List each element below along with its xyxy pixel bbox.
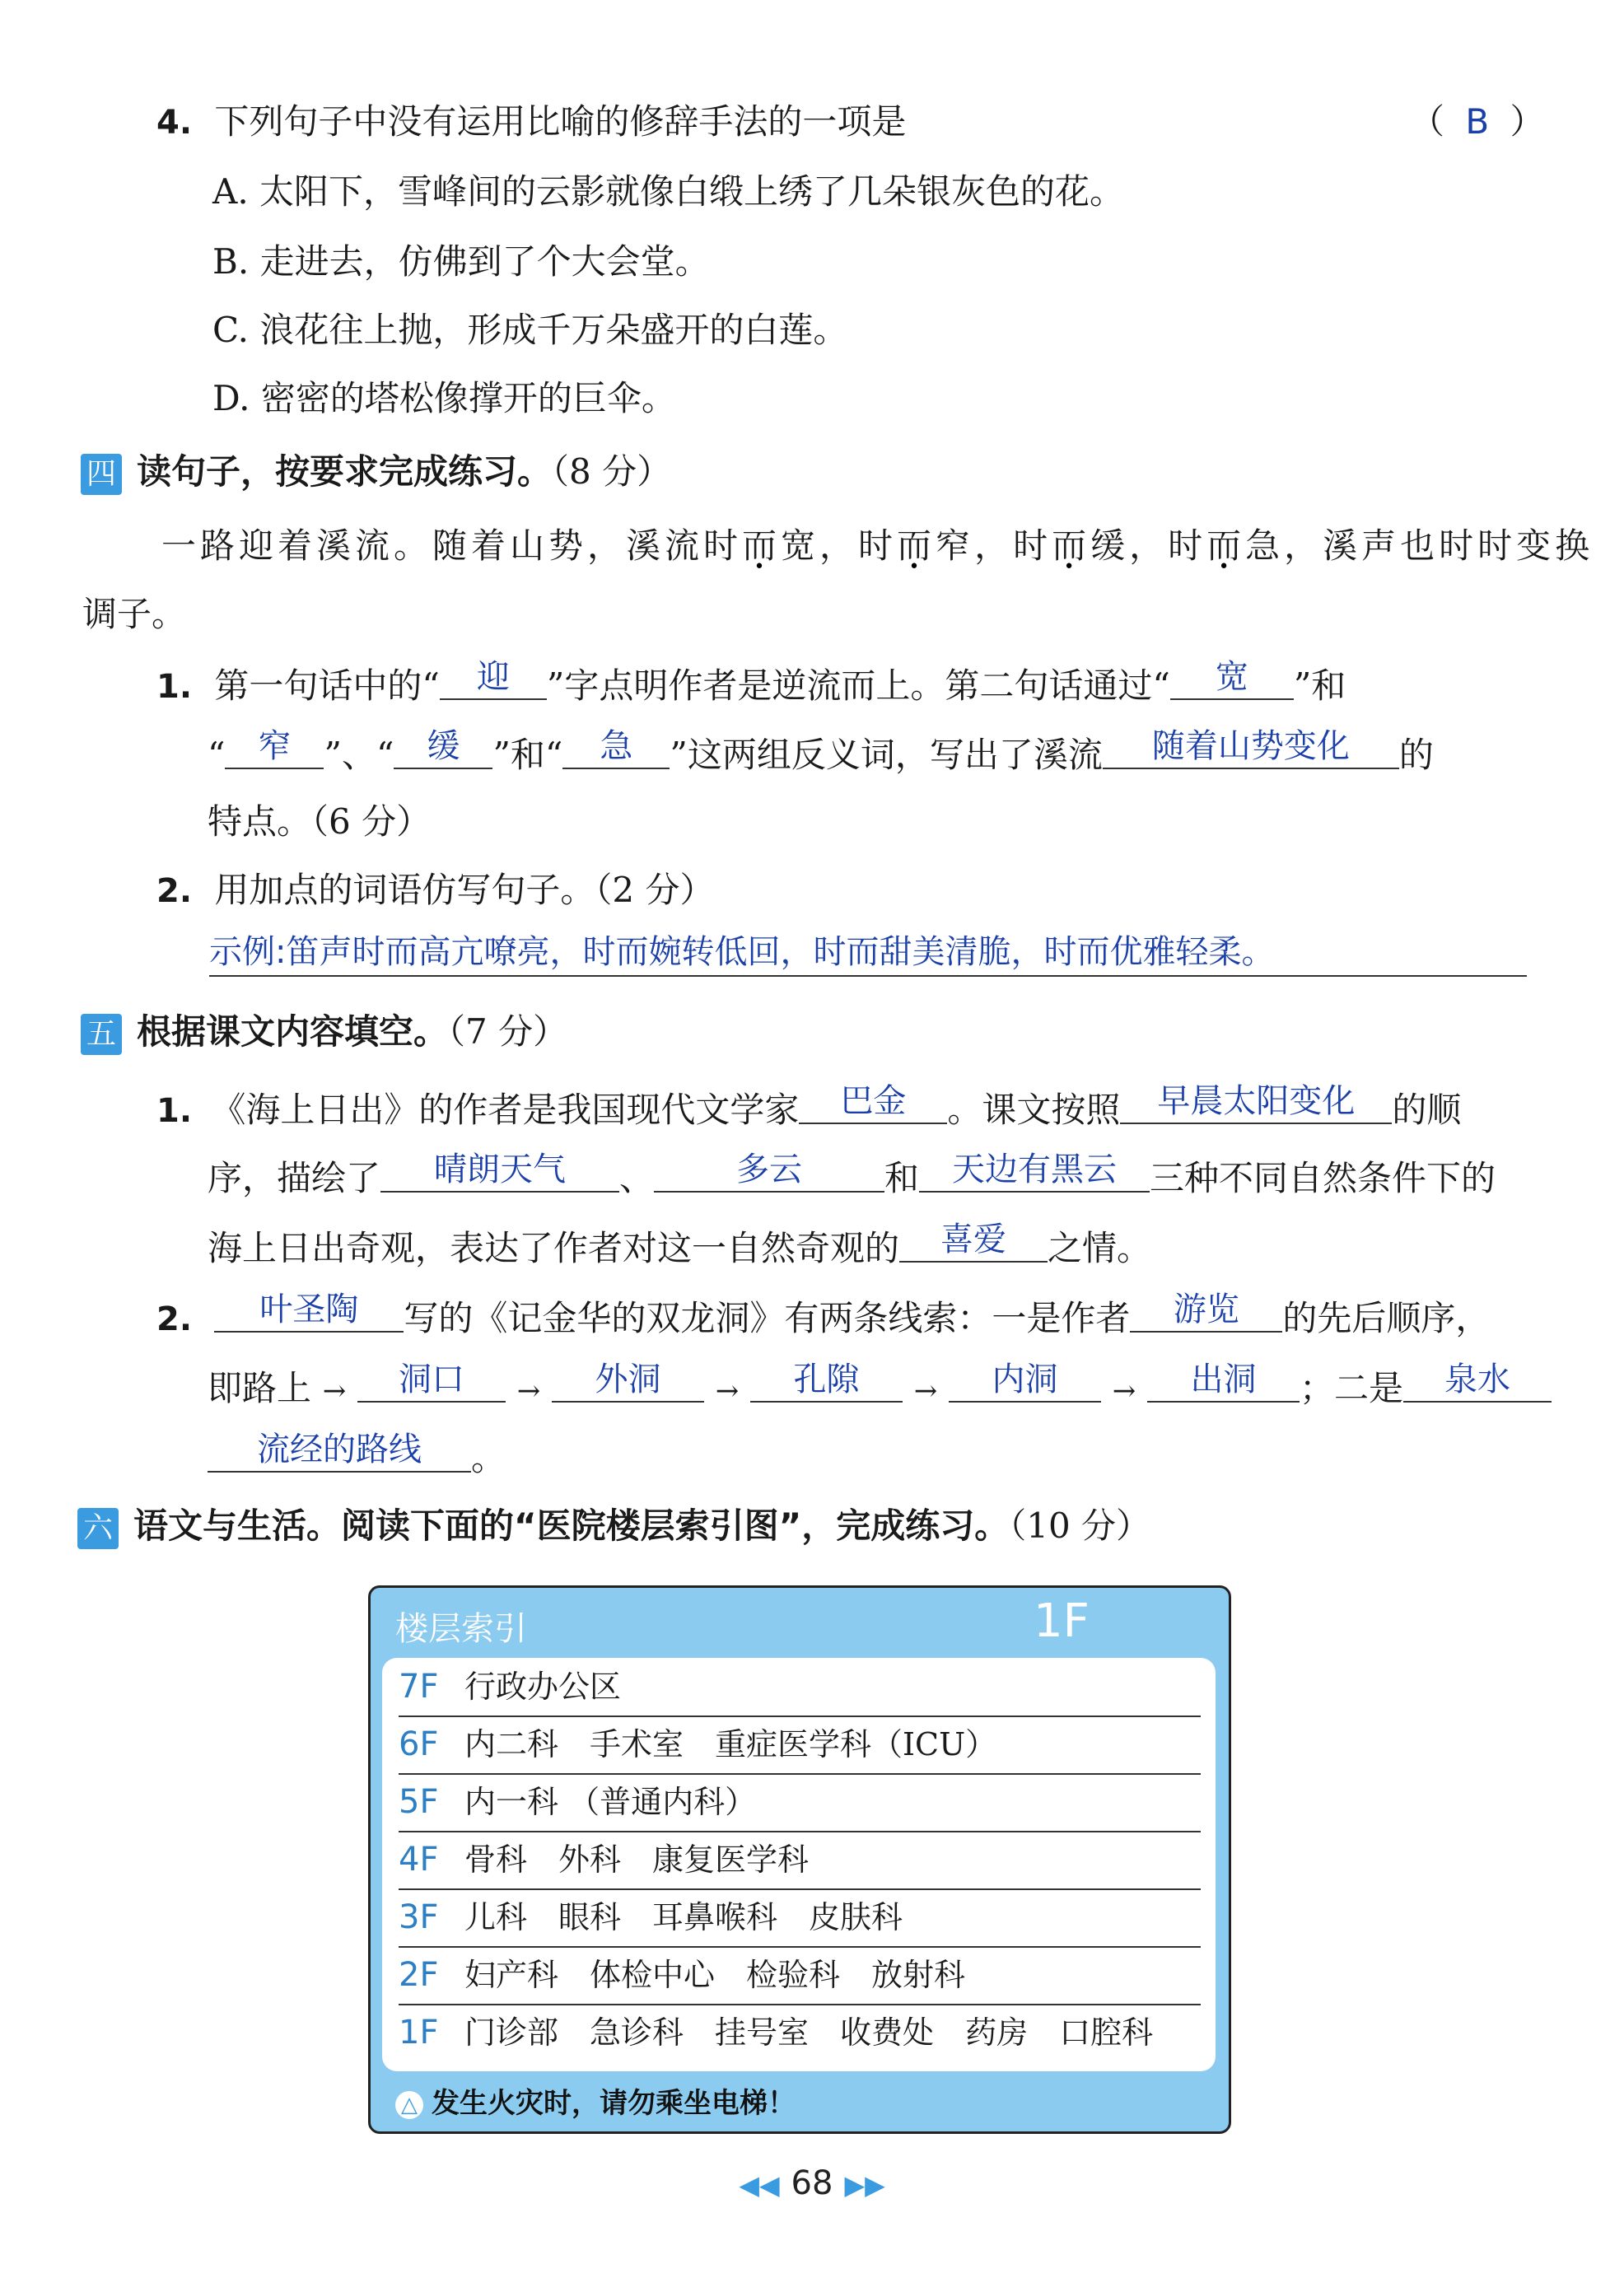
floor-label: 7F xyxy=(399,1668,439,1706)
next-page-icon[interactable]: ▶▶ xyxy=(844,2169,885,2201)
sec5-q2-line2 xyxy=(208,1363,1552,1414)
sec4-passage-line2: 调子。 xyxy=(82,594,187,634)
section-6-heading xyxy=(77,1503,1150,1549)
sec5-q1-line3 xyxy=(208,1223,1151,1272)
route-blank-3[interactable]: 孔隙 xyxy=(750,1358,903,1403)
floor-index-header xyxy=(371,1588,1229,1662)
department: 放射科 xyxy=(871,1957,966,1993)
sec5-q2-text: 的先后顺序， xyxy=(1282,1298,1491,1338)
answer-blank-ji[interactable]: 急 xyxy=(562,725,670,769)
q4-stem-line xyxy=(156,99,906,146)
floor-label: 5F xyxy=(399,1783,439,1821)
department: 内一科 （普通内科） xyxy=(464,1784,757,1820)
arrow-icon: → xyxy=(715,1375,740,1407)
department: 行政办公区 xyxy=(464,1669,622,1705)
current-floor: 1F xyxy=(1034,1594,1090,1648)
answer-blank-ying[interactable]: 迎 xyxy=(440,656,547,700)
passage-head: 一路迎着溪流。随着山势，溪流 xyxy=(161,525,704,566)
page-footer xyxy=(0,2164,1624,2202)
floor-label: 2F xyxy=(399,1956,439,1994)
department: 内二科 xyxy=(464,1726,559,1762)
route-blank-2[interactable]: 外洞 xyxy=(552,1358,704,1403)
sec5-q1-line1 xyxy=(156,1082,1462,1134)
q4-number: 4. xyxy=(156,104,193,142)
sec5-q1-text: 和 xyxy=(884,1158,920,1198)
section-4-badge: 四 xyxy=(81,454,122,495)
fire-warning xyxy=(395,2080,796,2121)
q4-option-b: B. 走进去，仿佛到了个大会堂。 xyxy=(212,241,710,282)
sec4-q1-line2 xyxy=(208,727,1434,778)
department: 皮肤科 xyxy=(809,1899,903,1935)
department: 门诊部 xyxy=(464,2014,559,2051)
section-6-badge: 六 xyxy=(77,1508,119,1549)
floor-label: 4F xyxy=(399,1841,439,1879)
answer-blank-author-2[interactable]: 叶圣陶 xyxy=(214,1288,404,1333)
dotted-word-4: 时而急 xyxy=(1168,525,1285,566)
department: 手术室 xyxy=(590,1726,684,1762)
arrow-icon: → xyxy=(516,1375,541,1407)
section-5-score: （7 分） xyxy=(448,1011,568,1052)
department: 急诊科 xyxy=(590,2014,684,2051)
answer-blank-weather-1[interactable]: 晴朗天气 xyxy=(380,1148,619,1193)
sec4-q1-text: ”和“ xyxy=(492,735,563,775)
sec5-q1-line2 xyxy=(208,1153,1496,1202)
department: 骨科 xyxy=(464,1842,528,1878)
floor-index-title: 楼层索引 xyxy=(395,1610,527,1648)
department: 儿科 xyxy=(464,1899,528,1935)
sec5-q2-number: 2. xyxy=(156,1300,193,1338)
page-number: 68 xyxy=(791,2164,833,2202)
sec5-q2-text: 即路上 xyxy=(208,1368,312,1408)
route-blank-1[interactable]: 洞口 xyxy=(357,1358,506,1403)
answer-blank-spring[interactable]: 泉水 xyxy=(1403,1358,1552,1403)
answer-blank-author[interactable]: 巴金 xyxy=(799,1080,947,1124)
floor-label: 6F xyxy=(399,1725,439,1763)
floor-label: 1F xyxy=(399,2014,439,2052)
department: 重症医学科（ICU） xyxy=(715,1726,997,1762)
sec5-q2-text: ；二是 xyxy=(1300,1368,1404,1408)
arrow-icon: → xyxy=(322,1375,347,1407)
sec4-q1-line1 xyxy=(156,658,1346,710)
department: 收费处 xyxy=(840,2014,935,2051)
floor-list xyxy=(382,1658,1216,2071)
sec5-q2-line1 xyxy=(156,1293,1490,1342)
sec4-q1-text: 第一句话中的“ xyxy=(214,665,440,706)
q4-option-a: A. 太阳下，雪峰间的云影就像白缎上绣了几朵银灰色的花。 xyxy=(212,171,1125,212)
sec4-q1-line3: 特点。（6 分） xyxy=(208,801,432,842)
answer-blank-weather-3[interactable]: 天边有黑云 xyxy=(919,1148,1150,1193)
section-5-heading xyxy=(81,1009,567,1055)
sec4-passage-line1: 一路迎着溪流。随着山势，溪流时而宽，时而窄，时而缓，时而急，溪声也时时变换 xyxy=(161,525,1594,566)
floor-label: 3F xyxy=(399,1898,439,1936)
floor-row xyxy=(399,1946,1201,2005)
sec4-q1-text: ”字点明作者是逆流而上。第二句话通过“ xyxy=(546,665,1170,706)
sec4-q1-text: 的 xyxy=(1398,735,1434,775)
answer-blank-feature[interactable]: 随着山势变化 xyxy=(1103,725,1399,769)
department: 挂号室 xyxy=(715,2014,810,2051)
sec4-q1-text: ”和 xyxy=(1293,665,1346,706)
sec4-q2-text: 用加点的词语仿写句子。（2 分） xyxy=(214,870,715,910)
dotted-word-2: 时而窄 xyxy=(858,525,975,566)
department: 口腔科 xyxy=(1059,2014,1154,2051)
department: 体检中心 xyxy=(590,1957,716,1993)
answer-blank-order[interactable]: 早晨太阳变化 xyxy=(1120,1080,1392,1124)
route-blank-5[interactable]: 出洞 xyxy=(1147,1358,1300,1403)
department: 检验科 xyxy=(746,1957,841,1993)
hospital-floor-index xyxy=(368,1585,1231,2134)
answer-blank-visit[interactable]: 游览 xyxy=(1130,1288,1282,1333)
department: 药房 xyxy=(965,2014,1029,2051)
floor-row xyxy=(399,1888,1201,1948)
sec4-q1-text: “ xyxy=(208,735,226,775)
sec5-q1-number: 1. xyxy=(156,1092,193,1130)
section-5-badge: 五 xyxy=(81,1014,122,1055)
answer-blank-zhai[interactable]: 窄 xyxy=(225,725,324,769)
sec5-q1-text: 《海上日出》的作者是我国现代文学家 xyxy=(211,1090,800,1130)
sec5-q1-text: 。课文按照 xyxy=(947,1090,1121,1130)
department: 眼科 xyxy=(558,1899,622,1935)
answer-blank-feeling[interactable]: 喜爱 xyxy=(899,1218,1048,1263)
prev-page-icon[interactable]: ◀◀ xyxy=(739,2169,780,2201)
section-5-title: 根据课文内容填空。 xyxy=(137,1011,449,1052)
route-blank-4[interactable]: 内洞 xyxy=(949,1358,1101,1403)
floor-row xyxy=(399,2004,1201,2061)
sec4-q2-answer[interactable]: 示例:笛声时而高亢嘹亮，时而婉转低回，时而甜美清脆，时而优雅轻柔。 xyxy=(209,929,1527,977)
sec4-q2-number: 2. xyxy=(156,872,193,910)
section-6-score: （10 分） xyxy=(1009,1505,1151,1546)
section-4-title: 读句子，按要求完成练习。 xyxy=(137,451,553,492)
sec5-q2-text: 。 xyxy=(471,1438,506,1478)
department: 康复医学科 xyxy=(652,1842,810,1878)
sec4-q1-number: 1. xyxy=(156,668,193,706)
sec5-q1-text: 的顺 xyxy=(1392,1090,1462,1130)
dotted-word-1: 时而宽 xyxy=(703,525,820,566)
department: 外科 xyxy=(558,1842,622,1878)
sec5-q1-text: 序，描绘了 xyxy=(208,1158,381,1198)
answer-blank-kuan[interactable]: 宽 xyxy=(1170,656,1294,700)
sec5-q2-text: 写的《记金华的双龙洞》有两条线索：一是作者 xyxy=(404,1298,1131,1338)
department: 耳鼻喉科 xyxy=(652,1899,778,1935)
floor-row xyxy=(399,1658,1201,1717)
section-6-title: 语文与生活。阅读下面的“医院楼层索引图”，完成练习。 xyxy=(133,1505,1010,1546)
floor-row xyxy=(399,1831,1201,1890)
sec4-q1-text: ”这两组反义词，写出了溪流 xyxy=(670,735,1103,775)
q4-option-c: C. 浪花往上抛，形成千万朵盛开的白莲。 xyxy=(212,310,848,350)
arrow-icon: → xyxy=(913,1375,938,1407)
fire-icon: △ xyxy=(395,2091,423,2119)
sec5-q2-line3 xyxy=(208,1433,506,1482)
arrow-icon: → xyxy=(1112,1375,1136,1407)
section-4-score: （8 分） xyxy=(552,451,672,492)
floor-row xyxy=(399,1773,1201,1832)
sec5-q1-text: 、 xyxy=(619,1158,655,1198)
floor-row xyxy=(399,1715,1201,1775)
q4-stem: 下列句子中没有运用比喻的修辞手法的一项是 xyxy=(214,101,907,142)
q4-answer-bracket: （ B ） xyxy=(1410,101,1545,142)
section-4-heading xyxy=(81,449,671,495)
answer-blank-water-route[interactable]: 流经的路线 xyxy=(208,1428,471,1473)
sec5-q1-text: 三种不同自然条件下的 xyxy=(1150,1158,1496,1198)
department: 妇产科 xyxy=(464,1957,559,1993)
answer-blank-weather-2[interactable]: 多云 xyxy=(654,1148,884,1193)
fire-warning-text: 发生火灾时，请勿乘坐电梯！ xyxy=(432,2087,796,2120)
sec5-q1-text: 海上日出奇观，表达了作者对这一自然奇观的 xyxy=(208,1228,900,1268)
sec4-q2-line xyxy=(156,867,714,914)
sec4-q1-text: ”、“ xyxy=(324,735,394,775)
q4-option-d: D. 密密的塔松像撑开的巨伞。 xyxy=(212,378,676,418)
passage-tail: ，溪声也时时变换 xyxy=(1284,525,1594,566)
dotted-word-3: 时而缓 xyxy=(1013,525,1130,566)
q4-answer: B xyxy=(1465,101,1490,142)
answer-blank-huan[interactable]: 缓 xyxy=(394,725,492,769)
sec5-q1-text: 之情。 xyxy=(1048,1228,1152,1268)
